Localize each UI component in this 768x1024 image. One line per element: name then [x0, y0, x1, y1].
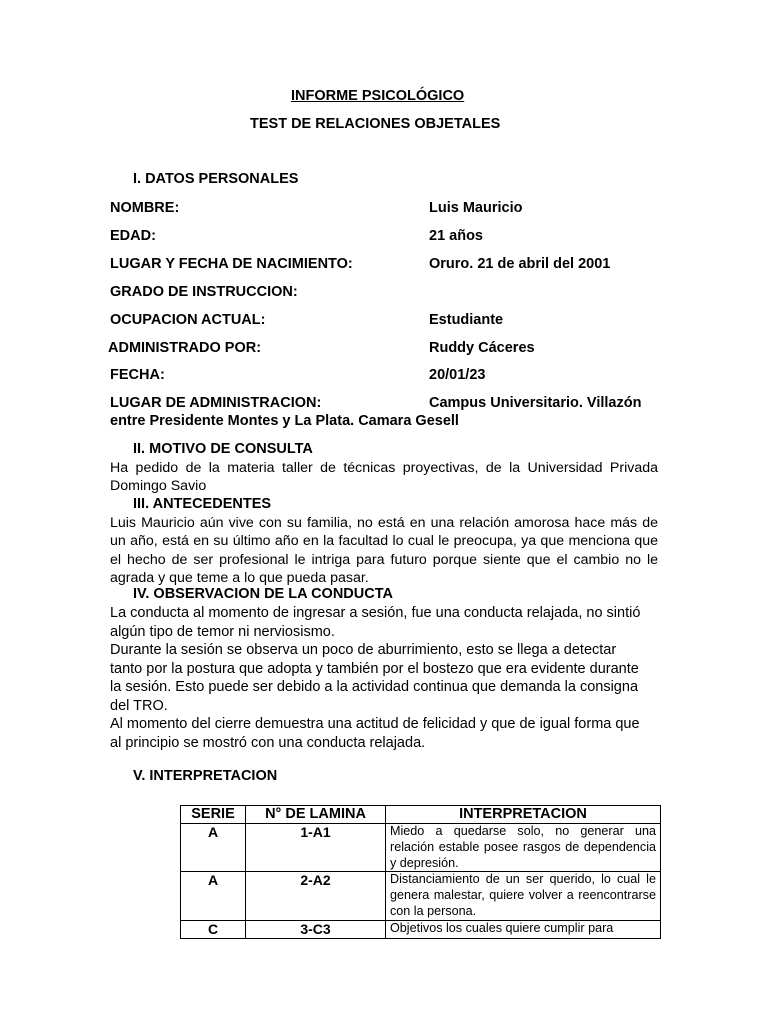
observacion-text [110, 604, 650, 752]
cell-interpretacion: Distanciamiento de un ser querido, lo cual le genera malestar, quiere volver a reencontrarse con la persona. [386, 872, 661, 920]
field-label-instruccion: GRADO DE INSTRUCCION: [110, 284, 298, 300]
field-value-lugar-admin-cont: entre Presidente Montes y La Plata. Camara Gesell [110, 413, 459, 429]
observacion-paragraph: Durante la sesión se observa un poco de aburrimiento, esto se llega a detectar tanto por la postura que adopta y también por el bostezo que era evidente durante la sesión. Esto puede ser debido a la actividad continua que demanda la consigna del TRO. [110, 642, 639, 714]
cell-lamina: 1-A1 [246, 824, 386, 872]
cell-lamina: 3-C3 [246, 920, 386, 938]
table-row [181, 824, 661, 872]
field-label-fecha: FECHA: [110, 367, 165, 383]
header-serie: SERIE [181, 806, 246, 824]
observacion-paragraph: La conducta al momento de ingresar a sesión, fue una conducta relajada, no sintió algún tipo de temor ni nerviosismo. [110, 605, 641, 640]
cell-serie: A [181, 872, 246, 920]
report-subtitle: TEST DE RELACIONES OBJETALES [250, 116, 501, 132]
cell-interpretacion: Miedo a quedarse solo, no generar una relación estable posee rasgos de dependencia y depresión. [386, 824, 661, 872]
section-interpretacion: V. INTERPRETACION [133, 768, 278, 784]
cell-serie: A [181, 824, 246, 872]
table-header-row [181, 806, 661, 824]
motivo-text: Ha pedido de la materia taller de técnicas proyectivas, de la Universidad Privada Domingo Savio [110, 460, 658, 495]
cell-lamina: 2-A2 [246, 872, 386, 920]
field-value-nombre: Luis Mauricio [429, 200, 523, 216]
section-observacion: IV. OBSERVACION DE LA CONDUCTA [133, 586, 393, 602]
field-value-nacimiento: Oruro. 21 de abril del 2001 [429, 256, 611, 272]
header-lamina: N° DE LAMINA [246, 806, 386, 824]
field-value-administrado: Ruddy Cáceres [429, 340, 535, 356]
field-label-edad: EDAD: [110, 228, 156, 244]
cell-serie: C [181, 920, 246, 938]
field-label-nombre: NOMBRE: [110, 200, 180, 216]
antecedentes-text: Luis Mauricio aún vive con su familia, no está en una relación amorosa hace más de un año, está en su último año en la facultad lo cual le preocupa, ya que menciona que el hecho de ser profesional le intriga para futuro porque siente que el cambio no le agrada y que teme a lo que pueda pasar. [110, 515, 658, 586]
observacion-paragraph: Al momento del cierre demuestra una actitud de felicidad y que de igual forma que al principio se mostró con una conducta relajada. [110, 716, 640, 751]
field-value-lugar-admin: Campus Universitario. Villazón [429, 395, 642, 411]
section-antecedentes: III. ANTECEDENTES [133, 496, 272, 512]
report-title: INFORME PSICOLÓGICO [291, 88, 465, 104]
cell-interpretacion: Objetivos los cuales quiere cumplir para [386, 920, 661, 938]
field-value-edad: 21 años [429, 228, 483, 244]
field-label-nacimiento: LUGAR Y FECHA DE NACIMIENTO: [110, 256, 353, 272]
table-row [181, 920, 661, 938]
field-value-fecha: 20/01/23 [429, 367, 486, 383]
field-label-administrado: ADMINISTRADO POR: [108, 340, 262, 356]
header-interpretacion: INTERPRETACION [386, 806, 661, 824]
field-value-ocupacion: Estudiante [429, 312, 504, 328]
section-motivo-consulta: II. MOTIVO DE CONSULTA [133, 441, 313, 457]
section-datos-personales: I. DATOS PERSONALES [133, 171, 299, 187]
field-label-lugar-admin: LUGAR DE ADMINISTRACION: [110, 395, 322, 411]
interpretation-table [180, 805, 661, 939]
table-row [181, 872, 661, 920]
field-label-ocupacion: OCUPACION ACTUAL: [110, 312, 266, 328]
